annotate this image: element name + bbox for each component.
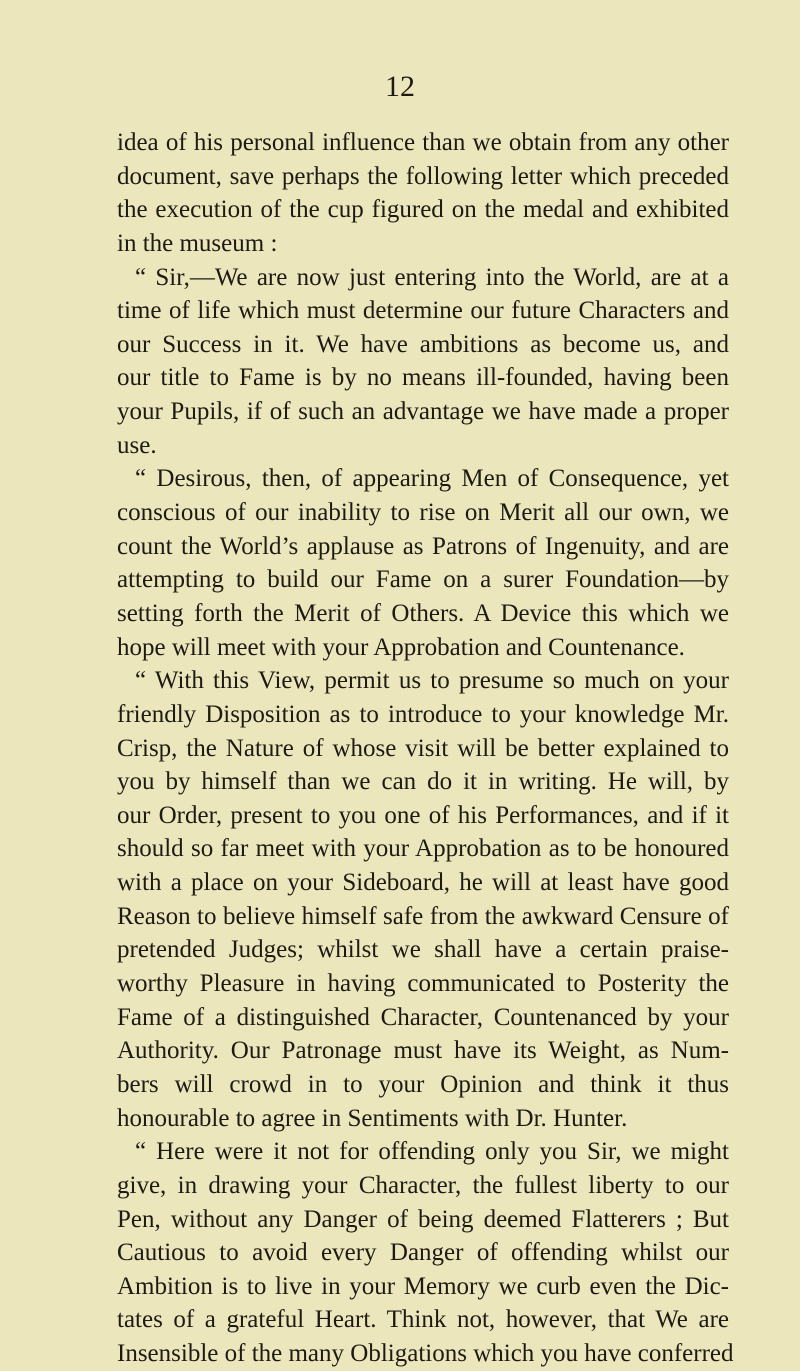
text-line: Reason to believe himself safe from the awkward Censure of xyxy=(117,902,729,930)
text-line: Fame of a distinguished Character, Countenanced by your xyxy=(117,1003,729,1031)
text-line: should so far meet with your Approbation as to be honoured xyxy=(117,835,729,863)
text-line: use. xyxy=(117,431,157,459)
text-line: attempting to build our Fame on a surer Foundation—by xyxy=(117,566,729,594)
body-text xyxy=(117,126,734,1371)
text-line: our title to Fame is by no means ill-founded, having been xyxy=(117,364,729,392)
text-line: “ With this View, permit us to presume so much on your xyxy=(135,667,729,695)
text-line: in the museum : xyxy=(117,229,278,257)
text-line: Cautious to avoid every Danger of offending whilst our xyxy=(117,1239,729,1267)
text-line: idea of his personal influence than we obtain from any other xyxy=(117,129,729,156)
text-line: Ambition is to live in your Memory we curb even the Dic- xyxy=(117,1272,729,1300)
text-line: Authority. Our Patronage must have its Weight, as Num- xyxy=(117,1037,729,1065)
text-line: “ Sir,—We are now just entering into the World, are at a xyxy=(135,263,729,291)
text-line: worthy Pleasure in having communicated to Posterity the xyxy=(117,970,729,998)
text-line: friendly Disposition as to introduce to your knowledge Mr. xyxy=(117,700,729,728)
text-line: setting forth the Merit of Others. A Device this which we xyxy=(117,599,729,627)
text-line: give, in drawing your Character, the fullest liberty to our xyxy=(117,1171,729,1199)
text-line: your Pupils, if of such an advantage we have made a proper xyxy=(117,398,729,426)
text-line: hope will meet with your Approbation and Countenance. xyxy=(117,633,685,661)
text-line: Crisp, the Nature of whose visit will be better explained to xyxy=(117,734,729,762)
text-line: Insensible of the many Obligations which you have conferred xyxy=(117,1340,734,1368)
text-line: pretended Judges; whilst we shall have a certain praise- xyxy=(117,936,729,964)
text-line: Pen, without any Danger of being deemed Flatterers ; But xyxy=(117,1205,729,1233)
page-number: 12 xyxy=(385,70,415,103)
text-line: with a place on your Sideboard, he will at least have good xyxy=(117,869,729,897)
text-line: “ Here were it not for offending only you Sir, we might xyxy=(135,1138,729,1166)
text-line: bers will crowd in to your Opinion and think it thus xyxy=(117,1070,729,1098)
text-line: the execution of the cup figured on the medal and exhibited xyxy=(117,196,729,224)
text-line: “ Desirous, then, of appearing Men of Consequence, yet xyxy=(135,465,729,493)
text-line: time of life which must determine our future Characters and xyxy=(117,297,729,325)
text-line: document, save perhaps the following letter which preceded xyxy=(117,162,729,190)
text-line: our Order, present to you one of his Performances, and if it xyxy=(117,801,729,829)
text-line: you by himself than we can do it in writing. He will, by xyxy=(117,768,729,796)
text-line: conscious of our inability to rise on Merit all our own, we xyxy=(117,499,729,527)
text-line: count the World’s applause as Patrons of Ingenuity, and are xyxy=(117,532,729,560)
text-line: honourable to agree in Sentiments with Dr. Hunter. xyxy=(117,1104,628,1132)
text-line: tates of a grateful Heart. Think not, however, that We are xyxy=(117,1306,729,1334)
text-line: our Success in it. We have ambitions as become us, and xyxy=(117,330,729,358)
